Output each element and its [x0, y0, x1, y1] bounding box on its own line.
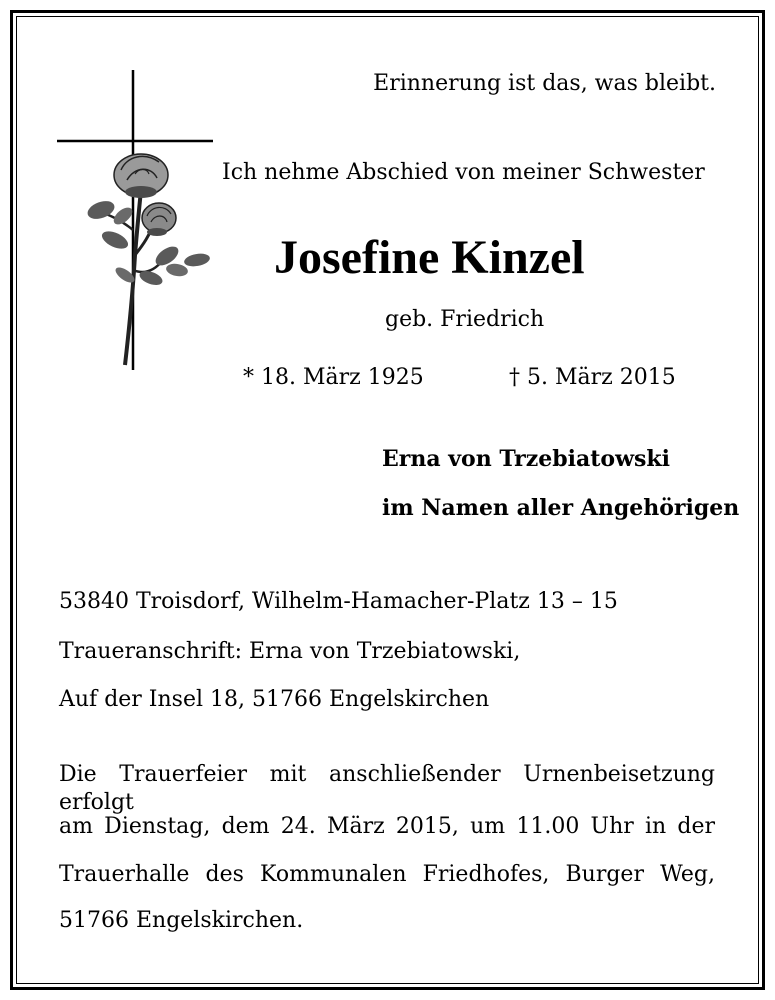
- address-line: 53840 Troisdorf, Wilhelm-Hamacher-Platz 13 – 15: [59, 589, 618, 614]
- funeral-line: Die Trauerfeier mit anschließender Urnenbeisetzung erfolgt: [59, 762, 715, 815]
- intro-line: Ich nehme Abschied von meiner Schwester: [222, 160, 705, 185]
- funeral-line: 51766 Engelskirchen.: [59, 908, 304, 933]
- cross-icon: [57, 70, 213, 370]
- funeral-line: am Dienstag, dem 24. März 2015, um 11.00 Uhr in der: [59, 814, 715, 839]
- birth-date: * 18. März 1925: [243, 365, 424, 390]
- birth-name: geb. Friedrich: [385, 307, 545, 332]
- signer-note: im Namen aller Angehörigen: [382, 495, 740, 521]
- rose-icon: [85, 154, 211, 365]
- death-date: † 5. März 2015: [509, 365, 676, 390]
- address-line: Auf der Insel 18, 51766 Engelskirchen: [59, 687, 490, 712]
- address-line: Traueranschrift: Erna von Trzebiatowski,: [59, 639, 521, 664]
- motto: Erinnerung ist das, was bleibt.: [373, 71, 716, 96]
- funeral-line: Trauerhalle des Kommunalen Friedhofes, Burger Weg,: [59, 862, 715, 887]
- signer-name: Erna von Trzebiatowski: [382, 446, 670, 472]
- deceased-name: Josefine Kinzel: [274, 231, 585, 284]
- cross-rose-illustration: [55, 70, 215, 375]
